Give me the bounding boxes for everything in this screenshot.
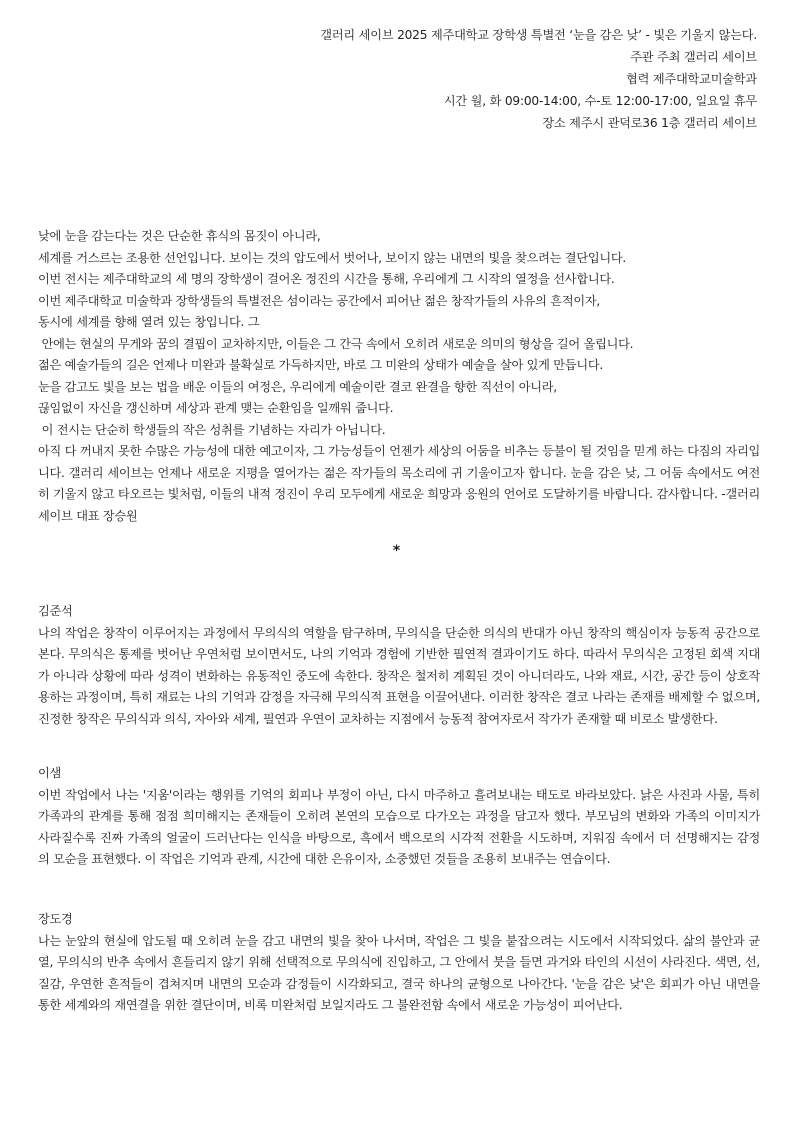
intro-line: 낮에 눈을 감는다는 것은 단순한 휴식의 몸짓이 아니라, bbox=[38, 229, 321, 243]
exhibition-info-header bbox=[57, 24, 757, 134]
exhibition-title: 갤러리 세이브 2025 제주대학교 장학생 특별전 ‘눈을 감은 낮’ - 빛은 기울지 않는다. bbox=[320, 28, 757, 42]
artist-name: 김준석 bbox=[38, 604, 73, 618]
intro-line: 이 전시는 단순히 학생들의 작은 성취를 기념하는 자리가 아닙니다. bbox=[38, 422, 386, 437]
organizer-line: 주관 주최 갤러리 세이브 bbox=[630, 50, 757, 64]
intro-line: 끊임없이 자신을 갱신하며 세상과 관계 맺는 순환임을 일깨워 줍니다. bbox=[38, 401, 394, 415]
curatorial-introduction bbox=[38, 226, 760, 527]
artist-statement-block bbox=[38, 763, 760, 871]
artist-statement-block bbox=[38, 601, 760, 730]
intro-line: 눈을 감고도 빛을 보는 법을 배운 이들의 여정은, 우리에게 예술이란 결코 완결을 향한 직선이 아니라, bbox=[38, 379, 557, 394]
intro-closing-paragraph: 아직 다 꺼내지 못한 수많은 가능성에 대한 예고이자, 그 가능성들이 언젠가 세상의 어둠을 비추는 등불이 될 것임을 믿게 하는 다짐의 자리입니다. 갤러리 세이브는 언제나 새로운 지평을 열어가는 젊은 작가들의 목소리에 귀 기울이고자 합니다. 눈을 감은 낮, 그 어둠 속에서도 여전히 기울지 않고 타오르는 빛처럼, 이들의 내적 정진이 우리 모두에게 새로운 희망과 응원의 언어로 도달하기를 바랍니다. 감사합니다. -갤러리 세이브 대표 장승원 bbox=[38, 444, 760, 523]
artist-name: 이샘 bbox=[38, 766, 62, 780]
artist-name: 장도경 bbox=[38, 912, 73, 926]
intro-line: 안에는 현실의 무게와 꿈의 결핍이 교차하지만, 이들은 그 간극 속에서 오히려 새로운 의미의 형상을 길어 올립니다. bbox=[38, 336, 634, 351]
opening-hours-line: 시간 월, 화 09:00-14:00, 수-토 12:00-17:00, 일요일 휴무 bbox=[443, 94, 757, 108]
intro-line: 세계를 거스르는 조용한 선언입니다. 보이는 것의 압도에서 벗어나, 보이지 않는 내면의 빛을 찾으려는 결단입니다. bbox=[38, 250, 627, 265]
intro-line: 이번 전시는 제주대학교의 세 명의 장학생이 걸어온 정진의 시간을 통해, 우리에게 그 시작의 열정을 선사합니다. bbox=[38, 272, 615, 286]
location-line: 장소 제주시 관덕로36 1층 갤러리 세이브 bbox=[542, 116, 757, 130]
asterisk-separator: * bbox=[392, 543, 401, 559]
artist-statement: 나의 작업은 창작이 이루어지는 과정에서 무의식의 역할을 탐구하며, 무의식을 단순한 의식의 반대가 아닌 창작의 핵심이자 능동적 공간으로 본다. 무의식은 통제를 벗어난 우연처럼 보이면서도, 나의 기억과 경험에 기반한 필연적 결과이기도 하다. 따라서 무의식은 고정된 회색 지대가 아니라 상황에 따라 성격이 변화하는 유동적인 중도에 속한다. 창작은 철저히 계획된 것이 아니더라도, 나와 재료, 시간, 공간 등이 상호작용하는 과정이며, 특히 재료는 나의 기억과 감정을 자극해 무의식적 표현을 이끌어낸다. 이러한 창작은 결코 나라는 존재를 배제할 수 없으며, 진정한 창작은 무의식과 의식, 자아와 세계, 필연과 우연이 교차하는 지점에서 능동적 참여자로서 작가가 존재할 때 비로소 발생한다. bbox=[38, 625, 760, 726]
artist-statement: 나는 눈앞의 현실에 압도될 때 오히려 눈을 감고 내면의 빛을 찾아 나서며, 작업은 그 빛을 붙잡으려는 시도에서 시작되었다. 삶의 불안과 균열, 무의식의 반추 속에서 흔들리지 않기 위해 선택적으로 무의식에 진입하고, 그 안에서 붓을 들면 과거와 타인의 시선이 사라진다. 색면, 선, 질감, 우연한 흔적들이 겹쳐지며 내면의 모순과 감정들이 시각화되고, 결국 하나의 균형으로 나아간다. '눈을 감은 낮'은 회피가 아닌 내면을 통한 세계와의 재연결을 위한 결단이며, 비록 미완처럼 보일지라도 그 불완전함 속에서 새로운 가능성이 피어난다. bbox=[38, 933, 760, 1012]
intro-line: 동시에 세계를 향해 열려 있는 창입니다. 그 bbox=[38, 315, 260, 329]
artist-statement-block bbox=[38, 909, 760, 1017]
intro-line: 젊은 예술가들의 길은 언제나 미완과 불확실로 가득하지만, 바로 그 미완의 상태가 예술을 살아 있게 만듭니다. bbox=[38, 358, 604, 372]
intro-line: 이번 제주대학교 미술학과 장학생들의 특별전은 섬이라는 공간에서 피어난 젊은 창작가들의 사유의 흔적이자, bbox=[38, 293, 601, 308]
artist-statement: 이번 작업에서 나는 '지움'이라는 행위를 기억의 회피나 부정이 아닌, 다시 마주하고 흘려보내는 태도로 바라보았다. 낡은 사진과 사물, 특히 가족과의 관계를 통해 점점 희미해지는 존재들이 오히려 본연의 모습으로 다가오는 과정을 담고자 했다. 부모님의 변화와 가족의 이미지가 사라질수록 진짜 가족의 얼굴이 드러난다는 인식을 바탕으로, 흑에서 백으로의 시각적 전환을 시도하며, 지워짐 속에서 더 선명해지는 감정의 모순을 표현했다. 이 작업은 기억과 관계, 시간에 대한 은유이자, 소중했던 것들을 조용히 보내주는 연습이다. bbox=[38, 787, 760, 866]
cooperation-line: 협력 제주대학교미술학과 bbox=[626, 72, 757, 86]
